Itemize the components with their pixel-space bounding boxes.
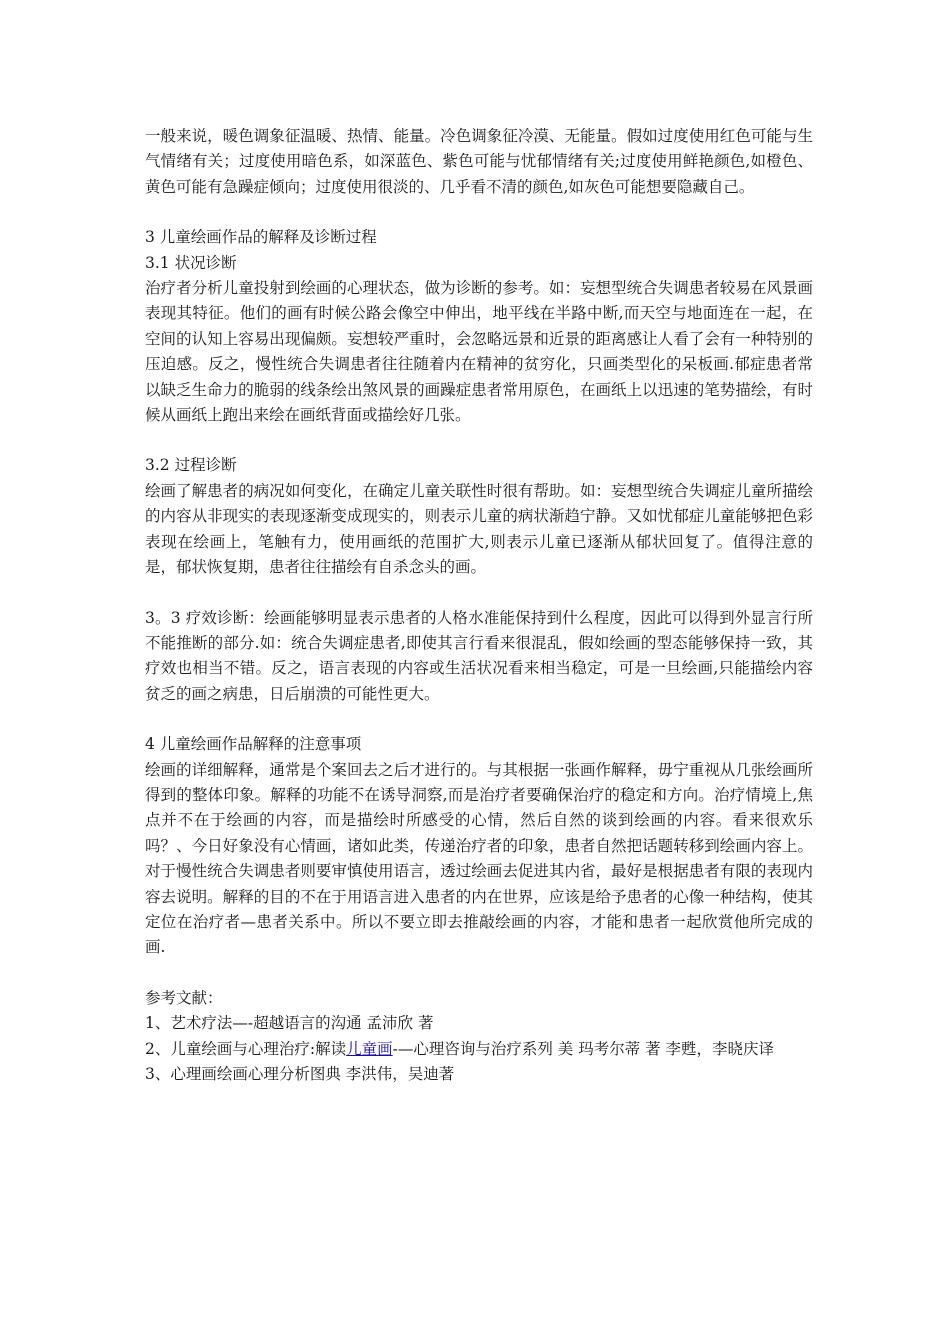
intro-paragraph: 一般来说，暖色调象征温暖、热情、能量。冷色调象征冷漠、无能量。假如过度使用红色可能与生气情绪有关；过度使用暗色系，如深蓝色、紫色可能与忧郁情绪有关;过度使用鲜艳颜色,如橙色、黄色可能有急躁症倾向；过度使用很淡的、几乎看不清的颜色,如灰色可能想要隐藏自己。 [145,127,813,196]
reference-item-1: 1、艺术疗法—-超越语言的沟通 孟沛欣 著 [145,1014,434,1033]
section-3-heading: 3 儿童绘画作品的解释及诊断过程 [145,228,377,247]
section-3-2-heading: 3.2 过程诊断 [145,456,237,475]
section-4-heading: 4 儿童绘画作品解释的注意事项 [145,735,362,754]
reference-item-3: 3、心理画绘画心理分析图典 李洪伟，吴迪著 [145,1065,455,1083]
reference-2-prefix: 2、儿童绘画与心理治疗:解读 [145,1039,347,1058]
spacer [145,961,813,986]
spacer [145,200,813,225]
section-3-1-paragraph: 治疗者分析儿童投射到绘画的心理状态，做为诊断的参考。如：妄想型统合失调患者较易在风景画表现其特征。他们的画有时候公路会像空中伸出，地平线在半路中断,而天空与地面连在一起，在空间的认知上容易出现偏颇。妄想较严重时，会忽略远景和近景的距离感让人看了会有一种特别的压迫感。反之，慢性统合失调患者往往随着内在精神的贫穷化，只画类型化的呆板画.郁症患者常以缺乏生命力的脆弱的线条绘出煞风景的画躁症患者常用原色，在画纸上以迅速的笔势描绘，有时候从画纸上跑出来绘在画纸背面或描绘好几张。 [145,279,813,425]
section-3-3-paragraph: 3。3 疗效诊断：绘画能够明显表示患者的人格水准能保持到什么程度，因此可以得到外显言行所不能推断的部分.如：统合失调症患者,即使其言行看来很混乱，假如绘画的型态能够保持一致，其疗效也相当不错。反之，语言表现的内容或生活状况看来相当稳定，可是一旦绘画,只能描绘内容贫乏的画之病患，日后崩溃的可能性更大。 [145,608,813,703]
references-heading: 参考文献： [145,988,223,1007]
section-4-paragraph: 绘画的详细解释，通常是个案回去之后才进行的。与其根据一张画作解释，毋宁重视从几张绘画所得到的整体印象。解释的功能不在诱导洞察,而是治疗者要确保治疗的稳定和方向。治疗情境上,焦点并不在于绘画的内容，而是描绘时所感受的心情，然后自然的谈到绘画的内容。看来很欢乐吗？、今日好象没有心情画，诸如此类，传递治疗者的印象，患者自然把话题转移到绘画内容上。对于慢性统合失调患者则要审慎使用语言，透过绘画去促进其内省，最好是根据患者有限的表现内容去说明。解释的目的不在于用语言进入患者的内在世界，应该是给予患者的心像一种结构，使其定位在治疗者—患者关系中。所以不要立即去推敲绘画的内容，才能和患者一起欣赏他所完成的画. [145,760,813,957]
section-3-2-paragraph: 绘画了解患者的病况如何变化，在确定儿童关联性时很有帮助。如：妄想型统合失调症儿童所描绘的内容从非现实的表现逐渐变成现实的，则表示儿童的病状渐趋宁静。又如忧郁症儿童能够把色彩表现在绘画上，笔触有力，使用画纸的范围扩大,则表示儿童已逐渐从郁状回复了。值得注意的是，郁状恢复期，患者往往描绘有自杀念头的画。 [145,481,813,577]
reference-item-2 [145,1037,813,1062]
spacer [145,428,813,453]
document-page [145,124,813,1087]
spacer [145,707,813,732]
section-3-1-heading: 3.1 状况诊断 [145,253,237,272]
reference-2-suffix: -—心理咨询与治疗系列 美 玛考尔蒂 著 李甦，李晓庆译 [392,1039,775,1058]
spacer [145,581,813,606]
children-drawing-link[interactable]: 儿童画 [346,1039,393,1058]
